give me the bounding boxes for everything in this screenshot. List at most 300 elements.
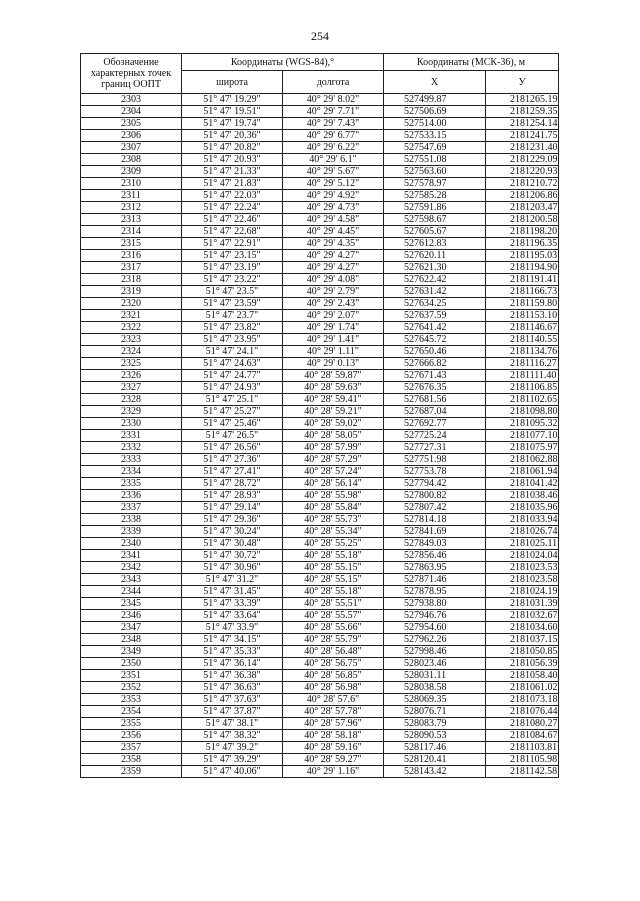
point-id-cell: 2339 bbox=[81, 526, 182, 538]
point-id-cell: 2313 bbox=[81, 214, 182, 226]
y-coordinate-cell: 2181062.88 bbox=[486, 454, 559, 466]
table-row bbox=[81, 202, 559, 214]
y-coordinate-cell: 2181194.90 bbox=[486, 262, 559, 274]
x-coordinate-cell: 527620.11 bbox=[384, 250, 486, 262]
point-id-cell: 2306 bbox=[81, 130, 182, 142]
point-id-cell: 2326 bbox=[81, 370, 182, 382]
longitude-cell: 40° 29' 0.13" bbox=[283, 358, 384, 370]
y-coordinate-cell: 2181241.75 bbox=[486, 130, 559, 142]
y-coordinate-cell: 2181231.40 bbox=[486, 142, 559, 154]
longitude-cell: 40° 28' 55.15" bbox=[283, 574, 384, 586]
table-row bbox=[81, 406, 559, 418]
longitude-cell: 40° 29' 4.35" bbox=[283, 238, 384, 250]
longitude-cell: 40° 29' 4.08" bbox=[283, 274, 384, 286]
latitude-cell: 51° 47' 22.91" bbox=[182, 238, 283, 250]
x-coordinate-cell: 527962.26 bbox=[384, 634, 486, 646]
longitude-cell: 40° 29' 4.73" bbox=[283, 202, 384, 214]
y-coordinate-cell: 2181116.27 bbox=[486, 358, 559, 370]
point-id-cell: 2355 bbox=[81, 718, 182, 730]
longitude-cell: 40° 29' 6.77" bbox=[283, 130, 384, 142]
y-coordinate-cell: 2181061.02 bbox=[486, 682, 559, 694]
longitude-cell: 40° 28' 55.51" bbox=[283, 598, 384, 610]
latitude-cell: 51° 47' 27.36" bbox=[182, 454, 283, 466]
latitude-cell: 51° 47' 28.93" bbox=[182, 490, 283, 502]
x-coordinate-cell: 527753.78 bbox=[384, 466, 486, 478]
table-row bbox=[81, 514, 559, 526]
latitude-cell: 51° 47' 30.48" bbox=[182, 538, 283, 550]
x-coordinate-cell: 528143.42 bbox=[384, 766, 486, 778]
y-coordinate-cell: 2181038.46 bbox=[486, 490, 559, 502]
point-id-cell: 2309 bbox=[81, 166, 182, 178]
x-coordinate-cell: 527954.60 bbox=[384, 622, 486, 634]
y-coordinate-cell: 2181203.47 bbox=[486, 202, 559, 214]
table-row bbox=[81, 430, 559, 442]
y-coordinate-cell: 2181035.96 bbox=[486, 502, 559, 514]
x-coordinate-cell: 527551.08 bbox=[384, 154, 486, 166]
latitude-cell: 51° 47' 22.68" bbox=[182, 226, 283, 238]
point-id-cell: 2348 bbox=[81, 634, 182, 646]
table-row bbox=[81, 454, 559, 466]
longitude-cell: 40° 28' 56.85" bbox=[283, 670, 384, 682]
latitude-cell: 51° 47' 38.1" bbox=[182, 718, 283, 730]
y-coordinate-cell: 2181073.18 bbox=[486, 694, 559, 706]
latitude-cell: 51° 47' 35.33" bbox=[182, 646, 283, 658]
x-coordinate-cell: 528069.35 bbox=[384, 694, 486, 706]
y-coordinate-cell: 2181265.19 bbox=[486, 94, 559, 106]
table-row bbox=[81, 538, 559, 550]
longitude-cell: 40° 29' 8.02" bbox=[283, 94, 384, 106]
longitude-cell: 40° 28' 56.48" bbox=[283, 646, 384, 658]
longitude-cell: 40° 29' 7.43" bbox=[283, 118, 384, 130]
longitude-cell: 40° 28' 56.14" bbox=[283, 478, 384, 490]
point-id-cell: 2340 bbox=[81, 538, 182, 550]
longitude-cell: 40° 29' 6.1" bbox=[283, 154, 384, 166]
point-id-cell: 2318 bbox=[81, 274, 182, 286]
point-id-cell: 2328 bbox=[81, 394, 182, 406]
y-coordinate-cell: 2181134.76 bbox=[486, 346, 559, 358]
point-id-cell: 2331 bbox=[81, 430, 182, 442]
y-coordinate-cell: 2181075.97 bbox=[486, 442, 559, 454]
latitude-cell: 51° 47' 37.63" bbox=[182, 694, 283, 706]
longitude-cell: 40° 28' 55.66" bbox=[283, 622, 384, 634]
longitude-cell: 40° 28' 57.78" bbox=[283, 706, 384, 718]
y-coordinate-cell: 2181140.55 bbox=[486, 334, 559, 346]
x-coordinate-cell: 528031.11 bbox=[384, 670, 486, 682]
point-id-cell: 2316 bbox=[81, 250, 182, 262]
table-row bbox=[81, 658, 559, 670]
y-coordinate-cell: 2181195.03 bbox=[486, 250, 559, 262]
longitude-cell: 40° 29' 1.74" bbox=[283, 322, 384, 334]
latitude-cell: 51° 47' 36.63" bbox=[182, 682, 283, 694]
table-row bbox=[81, 682, 559, 694]
y-coordinate-cell: 2181041.42 bbox=[486, 478, 559, 490]
latitude-cell: 51° 47' 23.19" bbox=[182, 262, 283, 274]
table-row bbox=[81, 730, 559, 742]
x-coordinate-cell: 527727.31 bbox=[384, 442, 486, 454]
latitude-cell: 51° 47' 19.51" bbox=[182, 106, 283, 118]
x-coordinate-cell: 527578.97 bbox=[384, 178, 486, 190]
longitude-cell: 40° 29' 4.92" bbox=[283, 190, 384, 202]
y-coordinate-cell: 2181198.20 bbox=[486, 226, 559, 238]
point-id-cell: 2308 bbox=[81, 154, 182, 166]
x-coordinate-cell: 527533.15 bbox=[384, 130, 486, 142]
header-y: У bbox=[486, 71, 559, 94]
longitude-cell: 40° 28' 56.75" bbox=[283, 658, 384, 670]
point-id-cell: 2321 bbox=[81, 310, 182, 322]
table-row bbox=[81, 106, 559, 118]
table-row bbox=[81, 166, 559, 178]
longitude-cell: 40° 29' 6.22" bbox=[283, 142, 384, 154]
x-coordinate-cell: 528023.46 bbox=[384, 658, 486, 670]
latitude-cell: 51° 47' 33.9" bbox=[182, 622, 283, 634]
point-id-cell: 2317 bbox=[81, 262, 182, 274]
table-row bbox=[81, 370, 559, 382]
longitude-cell: 40° 29' 2.79" bbox=[283, 286, 384, 298]
x-coordinate-cell: 527794.42 bbox=[384, 478, 486, 490]
point-id-cell: 2335 bbox=[81, 478, 182, 490]
table-row bbox=[81, 190, 559, 202]
x-coordinate-cell: 527621.30 bbox=[384, 262, 486, 274]
y-coordinate-cell: 2181196.35 bbox=[486, 238, 559, 250]
latitude-cell: 51° 47' 20.93" bbox=[182, 154, 283, 166]
table-row bbox=[81, 766, 559, 778]
y-coordinate-cell: 2181254.14 bbox=[486, 118, 559, 130]
point-id-cell: 2349 bbox=[81, 646, 182, 658]
page-number: 254 bbox=[311, 29, 329, 43]
latitude-cell: 51° 47' 23.59" bbox=[182, 298, 283, 310]
point-id-cell: 2333 bbox=[81, 454, 182, 466]
point-id-cell: 2315 bbox=[81, 238, 182, 250]
latitude-cell: 51° 47' 22.03" bbox=[182, 190, 283, 202]
x-coordinate-cell: 527998.46 bbox=[384, 646, 486, 658]
x-coordinate-cell: 527856.46 bbox=[384, 550, 486, 562]
y-coordinate-cell: 2181142.58 bbox=[486, 766, 559, 778]
table-row bbox=[81, 502, 559, 514]
table-row bbox=[81, 154, 559, 166]
x-coordinate-cell: 527563.60 bbox=[384, 166, 486, 178]
latitude-cell: 51° 47' 33.64" bbox=[182, 610, 283, 622]
longitude-cell: 40° 28' 58.05" bbox=[283, 430, 384, 442]
x-coordinate-cell: 528090.53 bbox=[384, 730, 486, 742]
y-coordinate-cell: 2181080.27 bbox=[486, 718, 559, 730]
point-id-cell: 2305 bbox=[81, 118, 182, 130]
point-id-cell: 2336 bbox=[81, 490, 182, 502]
x-coordinate-cell: 527605.67 bbox=[384, 226, 486, 238]
table-row bbox=[81, 466, 559, 478]
longitude-cell: 40° 28' 55.57" bbox=[283, 610, 384, 622]
longitude-cell: 40° 28' 55.98" bbox=[283, 490, 384, 502]
latitude-cell: 51° 47' 26.5" bbox=[182, 430, 283, 442]
latitude-cell: 51° 47' 25.27" bbox=[182, 406, 283, 418]
latitude-cell: 51° 47' 24.1" bbox=[182, 346, 283, 358]
latitude-cell: 51° 47' 39.29" bbox=[182, 754, 283, 766]
table-row bbox=[81, 346, 559, 358]
x-coordinate-cell: 527687.04 bbox=[384, 406, 486, 418]
latitude-cell: 51° 47' 37.87" bbox=[182, 706, 283, 718]
latitude-cell: 51° 47' 23.5" bbox=[182, 286, 283, 298]
x-coordinate-cell: 527591.86 bbox=[384, 202, 486, 214]
point-id-cell: 2325 bbox=[81, 358, 182, 370]
x-coordinate-cell: 527598.67 bbox=[384, 214, 486, 226]
y-coordinate-cell: 2181098.80 bbox=[486, 406, 559, 418]
x-coordinate-cell: 527878.95 bbox=[384, 586, 486, 598]
table-row bbox=[81, 490, 559, 502]
x-coordinate-cell: 528038.58 bbox=[384, 682, 486, 694]
point-id-cell: 2329 bbox=[81, 406, 182, 418]
longitude-cell: 40° 28' 55.18" bbox=[283, 550, 384, 562]
table-row bbox=[81, 298, 559, 310]
x-coordinate-cell: 528076.71 bbox=[384, 706, 486, 718]
point-id-cell: 2330 bbox=[81, 418, 182, 430]
point-id-cell: 2344 bbox=[81, 586, 182, 598]
x-coordinate-cell: 528117.46 bbox=[384, 742, 486, 754]
coordinates-table bbox=[80, 53, 559, 778]
table-row bbox=[81, 250, 559, 262]
longitude-cell: 40° 29' 2.43" bbox=[283, 298, 384, 310]
point-id-cell: 2327 bbox=[81, 382, 182, 394]
table-body bbox=[81, 94, 559, 778]
latitude-cell: 51° 47' 27.41" bbox=[182, 466, 283, 478]
y-coordinate-cell: 2181166.73 bbox=[486, 286, 559, 298]
latitude-cell: 51° 47' 20.36" bbox=[182, 130, 283, 142]
latitude-cell: 51° 47' 23.22" bbox=[182, 274, 283, 286]
y-coordinate-cell: 2181034.60 bbox=[486, 622, 559, 634]
point-id-cell: 2334 bbox=[81, 466, 182, 478]
y-coordinate-cell: 2181146.67 bbox=[486, 322, 559, 334]
y-coordinate-cell: 2181077.10 bbox=[486, 430, 559, 442]
longitude-cell: 40° 28' 59.21" bbox=[283, 406, 384, 418]
table-row bbox=[81, 214, 559, 226]
point-id-cell: 2352 bbox=[81, 682, 182, 694]
y-coordinate-cell: 2181103.81 bbox=[486, 742, 559, 754]
latitude-cell: 51° 47' 23.95" bbox=[182, 334, 283, 346]
latitude-cell: 51° 47' 28.72" bbox=[182, 478, 283, 490]
longitude-cell: 40° 28' 59.63" bbox=[283, 382, 384, 394]
table-row bbox=[81, 754, 559, 766]
x-coordinate-cell: 527849.03 bbox=[384, 538, 486, 550]
x-coordinate-cell: 527814.18 bbox=[384, 514, 486, 526]
point-id-cell: 2354 bbox=[81, 706, 182, 718]
latitude-cell: 51° 47' 20.82" bbox=[182, 142, 283, 154]
point-id-cell: 2307 bbox=[81, 142, 182, 154]
point-id-cell: 2357 bbox=[81, 742, 182, 754]
x-coordinate-cell: 527863.95 bbox=[384, 562, 486, 574]
point-id-cell: 2359 bbox=[81, 766, 182, 778]
y-coordinate-cell: 2181033.94 bbox=[486, 514, 559, 526]
longitude-cell: 40° 28' 55.15" bbox=[283, 562, 384, 574]
latitude-cell: 51° 47' 24.77" bbox=[182, 370, 283, 382]
longitude-cell: 40° 28' 57.29" bbox=[283, 454, 384, 466]
table-row bbox=[81, 178, 559, 190]
table-row bbox=[81, 274, 559, 286]
point-id-cell: 2347 bbox=[81, 622, 182, 634]
longitude-cell: 40° 29' 4.27" bbox=[283, 250, 384, 262]
point-id-cell: 2350 bbox=[81, 658, 182, 670]
x-coordinate-cell: 527725.24 bbox=[384, 430, 486, 442]
table-row bbox=[81, 286, 559, 298]
x-coordinate-cell: 527634.25 bbox=[384, 298, 486, 310]
y-coordinate-cell: 2181024.04 bbox=[486, 550, 559, 562]
y-coordinate-cell: 2181031.39 bbox=[486, 598, 559, 610]
y-coordinate-cell: 2181159.80 bbox=[486, 298, 559, 310]
longitude-cell: 40° 28' 55.34" bbox=[283, 526, 384, 538]
y-coordinate-cell: 2181105.98 bbox=[486, 754, 559, 766]
latitude-cell: 51° 47' 23.82" bbox=[182, 322, 283, 334]
longitude-cell: 40° 28' 55.79" bbox=[283, 634, 384, 646]
longitude-cell: 40° 29' 1.41" bbox=[283, 334, 384, 346]
longitude-cell: 40° 28' 59.16" bbox=[283, 742, 384, 754]
x-coordinate-cell: 527751.98 bbox=[384, 454, 486, 466]
latitude-cell: 51° 47' 19.74" bbox=[182, 118, 283, 130]
header-latitude: широта bbox=[182, 71, 283, 94]
latitude-cell: 51° 47' 36.14" bbox=[182, 658, 283, 670]
latitude-cell: 51° 47' 24.63" bbox=[182, 358, 283, 370]
table-row bbox=[81, 418, 559, 430]
longitude-cell: 40° 29' 1.16" bbox=[283, 766, 384, 778]
x-coordinate-cell: 527612.83 bbox=[384, 238, 486, 250]
longitude-cell: 40° 28' 55.73" bbox=[283, 514, 384, 526]
point-id-cell: 2310 bbox=[81, 178, 182, 190]
table-row bbox=[81, 526, 559, 538]
longitude-cell: 40° 29' 1.11" bbox=[283, 346, 384, 358]
point-id-cell: 2322 bbox=[81, 322, 182, 334]
header-wgs84: Координаты (WGS-84),° bbox=[182, 54, 384, 71]
x-coordinate-cell: 527637.59 bbox=[384, 310, 486, 322]
table-row bbox=[81, 574, 559, 586]
point-id-cell: 2341 bbox=[81, 550, 182, 562]
table-row bbox=[81, 562, 559, 574]
latitude-cell: 51° 47' 21.33" bbox=[182, 166, 283, 178]
table-row bbox=[81, 622, 559, 634]
y-coordinate-cell: 2181026.74 bbox=[486, 526, 559, 538]
header-longitude: долгота bbox=[283, 71, 384, 94]
y-coordinate-cell: 2181025.11 bbox=[486, 538, 559, 550]
latitude-cell: 51° 47' 30.24" bbox=[182, 526, 283, 538]
latitude-cell: 51° 47' 26.56" bbox=[182, 442, 283, 454]
point-id-cell: 2356 bbox=[81, 730, 182, 742]
x-coordinate-cell: 527506.69 bbox=[384, 106, 486, 118]
latitude-cell: 51° 47' 30.96" bbox=[182, 562, 283, 574]
point-id-cell: 2319 bbox=[81, 286, 182, 298]
x-coordinate-cell: 528083.79 bbox=[384, 718, 486, 730]
table-row bbox=[81, 118, 559, 130]
point-id-cell: 2346 bbox=[81, 610, 182, 622]
table-row bbox=[81, 610, 559, 622]
table-header bbox=[81, 54, 559, 94]
longitude-cell: 40° 28' 59.27" bbox=[283, 754, 384, 766]
y-coordinate-cell: 2181023.53 bbox=[486, 562, 559, 574]
table-row bbox=[81, 442, 559, 454]
latitude-cell: 51° 47' 29.36" bbox=[182, 514, 283, 526]
y-coordinate-cell: 2181102.65 bbox=[486, 394, 559, 406]
y-coordinate-cell: 2181024.19 bbox=[486, 586, 559, 598]
y-coordinate-cell: 2181206.86 bbox=[486, 190, 559, 202]
table-row bbox=[81, 598, 559, 610]
point-id-cell: 2345 bbox=[81, 598, 182, 610]
table-row bbox=[81, 382, 559, 394]
x-coordinate-cell: 527681.56 bbox=[384, 394, 486, 406]
table-row bbox=[81, 550, 559, 562]
point-id-cell: 2332 bbox=[81, 442, 182, 454]
point-id-cell: 2311 bbox=[81, 190, 182, 202]
latitude-cell: 51° 47' 40.06" bbox=[182, 766, 283, 778]
latitude-cell: 51° 47' 34.15" bbox=[182, 634, 283, 646]
x-coordinate-cell: 527676.35 bbox=[384, 382, 486, 394]
point-id-cell: 2353 bbox=[81, 694, 182, 706]
y-coordinate-cell: 2181210.72 bbox=[486, 178, 559, 190]
y-coordinate-cell: 2181023.58 bbox=[486, 574, 559, 586]
table-row bbox=[81, 646, 559, 658]
latitude-cell: 51° 47' 29.14" bbox=[182, 502, 283, 514]
latitude-cell: 51° 47' 33.39" bbox=[182, 598, 283, 610]
x-coordinate-cell: 527692.77 bbox=[384, 418, 486, 430]
longitude-cell: 40° 28' 55.84" bbox=[283, 502, 384, 514]
longitude-cell: 40° 28' 57.96" bbox=[283, 718, 384, 730]
table-row bbox=[81, 142, 559, 154]
x-coordinate-cell: 527938.80 bbox=[384, 598, 486, 610]
x-coordinate-cell: 527645.72 bbox=[384, 334, 486, 346]
y-coordinate-cell: 2181191.41 bbox=[486, 274, 559, 286]
y-coordinate-cell: 2181058.40 bbox=[486, 670, 559, 682]
x-coordinate-cell: 528120.41 bbox=[384, 754, 486, 766]
y-coordinate-cell: 2181037.15 bbox=[486, 634, 559, 646]
longitude-cell: 40° 28' 56.98" bbox=[283, 682, 384, 694]
latitude-cell: 51° 47' 30.72" bbox=[182, 550, 283, 562]
x-coordinate-cell: 527666.82 bbox=[384, 358, 486, 370]
x-coordinate-cell: 527807.42 bbox=[384, 502, 486, 514]
table-row bbox=[81, 478, 559, 490]
latitude-cell: 51° 47' 25.46" bbox=[182, 418, 283, 430]
table-row bbox=[81, 706, 559, 718]
table-row bbox=[81, 322, 559, 334]
y-coordinate-cell: 2181050.85 bbox=[486, 646, 559, 658]
table-row bbox=[81, 238, 559, 250]
y-coordinate-cell: 2181106.85 bbox=[486, 382, 559, 394]
longitude-cell: 40° 28' 59.02" bbox=[283, 418, 384, 430]
x-coordinate-cell: 527650.46 bbox=[384, 346, 486, 358]
longitude-cell: 40° 28' 55.18" bbox=[283, 586, 384, 598]
x-coordinate-cell: 527641.42 bbox=[384, 322, 486, 334]
point-id-cell: 2304 bbox=[81, 106, 182, 118]
longitude-cell: 40° 29' 4.58" bbox=[283, 214, 384, 226]
x-coordinate-cell: 527800.82 bbox=[384, 490, 486, 502]
latitude-cell: 51° 47' 22.46" bbox=[182, 214, 283, 226]
x-coordinate-cell: 527871.46 bbox=[384, 574, 486, 586]
latitude-cell: 51° 47' 19.29" bbox=[182, 94, 283, 106]
y-coordinate-cell: 2181200.58 bbox=[486, 214, 559, 226]
longitude-cell: 40° 28' 57.24" bbox=[283, 466, 384, 478]
point-id-cell: 2312 bbox=[81, 202, 182, 214]
longitude-cell: 40° 29' 4.27" bbox=[283, 262, 384, 274]
y-coordinate-cell: 2181032.67 bbox=[486, 610, 559, 622]
latitude-cell: 51° 47' 25.1" bbox=[182, 394, 283, 406]
point-id-cell: 2351 bbox=[81, 670, 182, 682]
longitude-cell: 40° 29' 7.71" bbox=[283, 106, 384, 118]
latitude-cell: 51° 47' 24.93" bbox=[182, 382, 283, 394]
x-coordinate-cell: 527622.42 bbox=[384, 274, 486, 286]
table-row bbox=[81, 130, 559, 142]
y-coordinate-cell: 2181229.09 bbox=[486, 154, 559, 166]
table-row bbox=[81, 262, 559, 274]
longitude-cell: 40° 29' 2.07" bbox=[283, 310, 384, 322]
longitude-cell: 40° 28' 59.87" bbox=[283, 370, 384, 382]
latitude-cell: 51° 47' 39.2" bbox=[182, 742, 283, 754]
point-id-cell: 2342 bbox=[81, 562, 182, 574]
point-id-cell: 2314 bbox=[81, 226, 182, 238]
y-coordinate-cell: 2181095.32 bbox=[486, 418, 559, 430]
y-coordinate-cell: 2181220.93 bbox=[486, 166, 559, 178]
table-row bbox=[81, 718, 559, 730]
